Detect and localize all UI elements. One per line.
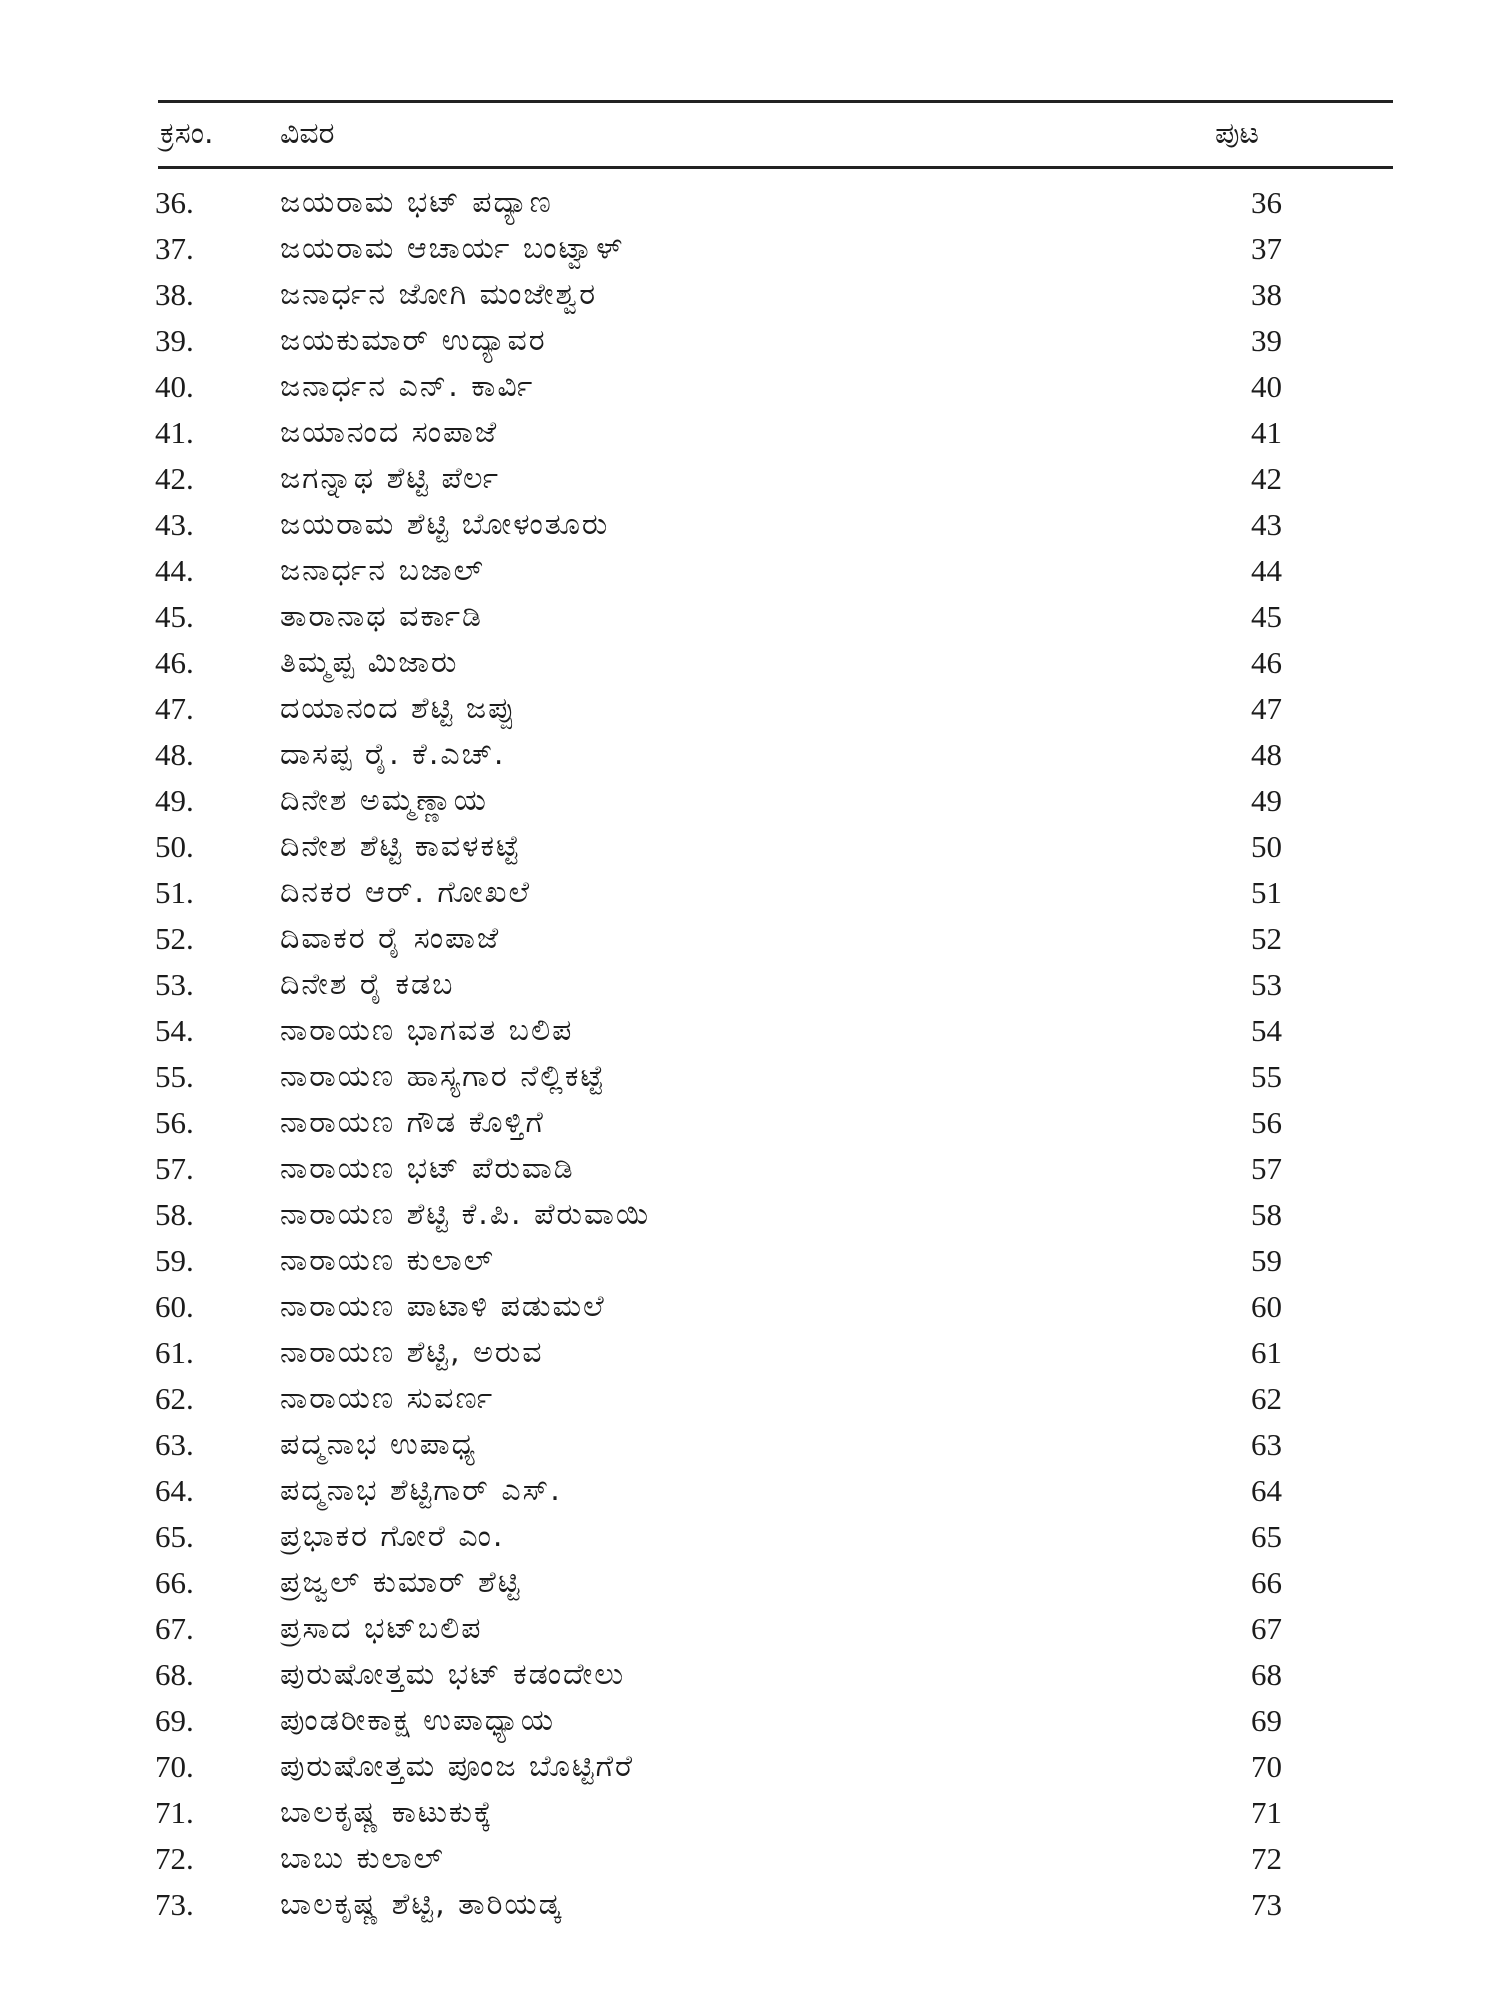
entry-number: 59.: [155, 1243, 194, 1278]
entry-number: 41.: [155, 415, 194, 450]
entry-number: 58.: [155, 1197, 194, 1232]
entry-number: 52.: [155, 921, 194, 956]
toc-row: [0, 272, 1500, 318]
header-number: ಕ್ರಸಂ.: [160, 116, 214, 151]
entry-page: 69: [1251, 1703, 1282, 1738]
entry-number: 51.: [155, 875, 194, 910]
entry-title: ಪದ್ಮನಾಭ ಉಪಾಧ್ಯ: [280, 1427, 478, 1462]
toc-row: [0, 870, 1500, 916]
entry-number: 38.: [155, 277, 194, 312]
entry-number: 50.: [155, 829, 194, 864]
entry-title: ಜನಾರ್ಧನ ಬಜಾಲ್: [280, 553, 485, 588]
entry-title: ಪದ್ಮನಾಭ ಶೆಟ್ಟಿಗಾರ್ ಎಸ್.: [280, 1473, 562, 1508]
entry-page: 58: [1251, 1197, 1282, 1232]
entry-title: ಜಯರಾಮ ಭಟ್ ಪದ್ಯಾಣ: [280, 185, 553, 220]
entry-page: 51: [1251, 875, 1282, 910]
entry-title: ನಾರಾಯಣ ಹಾಸ್ಯಗಾರ ನೆಲ್ಲಿಕಟ್ಟೆ: [280, 1059, 606, 1094]
toc-row: [0, 1560, 1500, 1606]
entry-title: ನಾರಾಯಣ ಭಟ್ ಪೆರುವಾಡಿ: [280, 1151, 575, 1186]
entry-page: 42: [1251, 461, 1282, 496]
entry-title: ದಿನೇಶ ಅಮ್ಮಣ್ಣಾಯ: [280, 783, 488, 818]
toc-row: [0, 1882, 1500, 1928]
entry-number: 61.: [155, 1335, 194, 1370]
toc-row: [0, 1146, 1500, 1192]
entry-number: 54.: [155, 1013, 194, 1048]
entry-title: ಜನಾರ್ಧನ ಜೋಗಿ ಮಂಜೇಶ್ವರ: [280, 277, 598, 312]
toc-row: [0, 640, 1500, 686]
entry-title: ನಾರಾಯಣ ಸುವರ್ಣ: [280, 1381, 495, 1416]
entry-number: 67.: [155, 1611, 194, 1646]
entry-page: 62: [1251, 1381, 1282, 1416]
entry-page: 56: [1251, 1105, 1282, 1140]
entry-number: 68.: [155, 1657, 194, 1692]
toc-row: [0, 1100, 1500, 1146]
entry-title: ತಿಮ್ಮಪ್ಪ ಮಿಜಾರು: [280, 645, 459, 680]
table-header: [0, 106, 1500, 162]
entry-title: ಜನಾರ್ಧನ ಎನ್. ಕಾರ್ವಿ: [280, 369, 535, 404]
entry-page: 47: [1251, 691, 1282, 726]
toc-row: [0, 1284, 1500, 1330]
entry-number: 73.: [155, 1887, 194, 1922]
entry-title: ನಾರಾಯಣ ಶೆಟ್ಟಿ ಕೆ.ಪಿ. ಪೆರುವಾಯಿ: [280, 1197, 651, 1232]
toc-row: [0, 686, 1500, 732]
entry-page: 39: [1251, 323, 1282, 358]
entry-number: 66.: [155, 1565, 194, 1600]
entry-title: ಜಯರಾಮ ಆಚಾರ್ಯ ಬಂಟ್ವಾಳ್: [280, 231, 625, 266]
entry-page: 37: [1251, 231, 1282, 266]
toc-row: [0, 1468, 1500, 1514]
entry-title: ಪ್ರಭಾಕರ ಗೋರೆ ಎಂ.: [280, 1519, 505, 1554]
entry-page: 70: [1251, 1749, 1282, 1784]
entry-title: ನಾರಾಯಣ ಶೆಟ್ಟಿ, ಅರುವ: [280, 1335, 544, 1370]
entry-page: 38: [1251, 277, 1282, 312]
toc-row: [0, 1836, 1500, 1882]
entry-number: 57.: [155, 1151, 194, 1186]
entry-number: 48.: [155, 737, 194, 772]
entry-number: 70.: [155, 1749, 194, 1784]
toc-row: [0, 824, 1500, 870]
entry-number: 37.: [155, 231, 194, 266]
toc-row: [0, 548, 1500, 594]
entry-number: 60.: [155, 1289, 194, 1324]
entry-title: ದಯಾನಂದ ಶೆಟ್ಟಿ ಜಪ್ಪು: [280, 691, 517, 726]
entry-page: 66: [1251, 1565, 1282, 1600]
entry-title: ಜಗನ್ನಾಥ ಶೆಟ್ಟಿ ಪೆರ್ಲ: [280, 461, 501, 496]
toc-row: [0, 962, 1500, 1008]
toc-row: [0, 226, 1500, 272]
toc-row: [0, 1606, 1500, 1652]
entry-page: 72: [1251, 1841, 1282, 1876]
toc-row: [0, 410, 1500, 456]
header-description: ವಿವರ: [280, 116, 335, 151]
entry-number: 56.: [155, 1105, 194, 1140]
entry-title: ತಾರಾನಾಥ ವರ್ಕಾಡಿ: [280, 599, 483, 634]
entry-number: 46.: [155, 645, 194, 680]
entry-page: 53: [1251, 967, 1282, 1002]
entry-number: 69.: [155, 1703, 194, 1738]
toc-row: [0, 502, 1500, 548]
toc-row: [0, 778, 1500, 824]
entry-page: 65: [1251, 1519, 1282, 1554]
entry-page: 45: [1251, 599, 1282, 634]
entry-title: ದಾಸಪ್ಪ ರೈ. ಕೆ.ಎಚ್.: [280, 737, 506, 772]
entry-title: ದಿನಕರ ಆರ್. ಗೋಖಲೆ: [280, 875, 532, 910]
entry-title: ಪ್ರಸಾದ ಭಟ್‌ಬಲಿಪ: [280, 1611, 483, 1646]
entry-page: 50: [1251, 829, 1282, 864]
entry-title: ಪುರುಷೋತ್ತಮ ಪೂಂಜ ಬೊಟ್ಟಿಗೆರೆ: [280, 1749, 635, 1784]
entry-title: ಜಯಕುಮಾರ್ ಉದ್ಯಾವರ: [280, 323, 547, 358]
toc-row: [0, 364, 1500, 410]
entry-title: ದಿನೇಶ ಶೆಟ್ಟಿ ಕಾವಳಕಟ್ಟೆ: [280, 829, 521, 864]
entry-page: 73: [1251, 1887, 1282, 1922]
entry-title: ನಾರಾಯಣ ಗೌಡ ಕೊಳ್ತಿಗೆ: [280, 1105, 545, 1140]
toc-row: [0, 1790, 1500, 1836]
entry-number: 53.: [155, 967, 194, 1002]
toc-row: [0, 1054, 1500, 1100]
entry-number: 63.: [155, 1427, 194, 1462]
toc-row: [0, 916, 1500, 962]
toc-row: [0, 732, 1500, 778]
header-rule: [158, 166, 1393, 169]
entry-page: 46: [1251, 645, 1282, 680]
header-page: ಪುಟ: [1215, 116, 1260, 151]
toc-row: [0, 1744, 1500, 1790]
entry-title: ಪ್ರಜ್ವಲ್ ಕುಮಾರ್ ಶೆಟ್ಟಿ: [280, 1565, 522, 1600]
entry-page: 67: [1251, 1611, 1282, 1646]
entry-page: 57: [1251, 1151, 1282, 1186]
entry-title: ಜಯರಾಮ ಶೆಟ್ಟಿ ಬೋಳಂತೂರು: [280, 507, 610, 542]
entry-title: ಬಾಲಕೃಷ್ಣ ಶೆಟ್ಟಿ, ತಾರಿಯಡ್ಕ: [280, 1887, 563, 1922]
toc-row: [0, 1652, 1500, 1698]
toc-row: [0, 1008, 1500, 1054]
entry-number: 62.: [155, 1381, 194, 1416]
toc-list: [0, 180, 1500, 1928]
entry-page: 64: [1251, 1473, 1282, 1508]
entry-number: 72.: [155, 1841, 194, 1876]
entry-number: 36.: [155, 185, 194, 220]
entry-title: ಬಾಬು ಕುಲಾಲ್: [280, 1841, 445, 1876]
toc-row: [0, 1192, 1500, 1238]
toc-row: [0, 1330, 1500, 1376]
entry-number: 64.: [155, 1473, 194, 1508]
entry-page: 54: [1251, 1013, 1282, 1048]
toc-row: [0, 318, 1500, 364]
entry-page: 71: [1251, 1795, 1282, 1830]
entry-title: ನಾರಾಯಣ ಭಾಗವತ ಬಲಿಪ: [280, 1013, 574, 1048]
toc-row: [0, 1698, 1500, 1744]
entry-page: 61: [1251, 1335, 1282, 1370]
entry-number: 45.: [155, 599, 194, 634]
entry-page: 63: [1251, 1427, 1282, 1462]
toc-row: [0, 594, 1500, 640]
entry-page: 49: [1251, 783, 1282, 818]
entry-number: 55.: [155, 1059, 194, 1094]
entry-page: 60: [1251, 1289, 1282, 1324]
entry-title: ನಾರಾಯಣ ಕುಲಾಲ್: [280, 1243, 495, 1278]
entry-page: 43: [1251, 507, 1282, 542]
top-rule: [158, 100, 1393, 103]
entry-number: 40.: [155, 369, 194, 404]
entry-number: 39.: [155, 323, 194, 358]
entry-page: 36: [1251, 185, 1282, 220]
toc-row: [0, 180, 1500, 226]
entry-number: 49.: [155, 783, 194, 818]
toc-row: [0, 1514, 1500, 1560]
entry-number: 71.: [155, 1795, 194, 1830]
entry-number: 47.: [155, 691, 194, 726]
entry-page: 40: [1251, 369, 1282, 404]
entry-title: ಜಯಾನಂದ ಸಂಪಾಜೆ: [280, 415, 499, 450]
entry-title: ಪುರುಷೋತ್ತಮ ಭಟ್ ಕಡಂದೇಲು: [280, 1657, 626, 1692]
entry-page: 44: [1251, 553, 1282, 588]
toc-row: [0, 1376, 1500, 1422]
entry-page: 59: [1251, 1243, 1282, 1278]
entry-title: ಪುಂಡರೀಕಾಕ್ಷ ಉಪಾಧ್ಯಾಯ: [280, 1703, 556, 1738]
entry-title: ದಿವಾಕರ ರೈ ಸಂಪಾಜೆ: [280, 921, 501, 956]
entry-number: 43.: [155, 507, 194, 542]
entry-page: 68: [1251, 1657, 1282, 1692]
entry-page: 48: [1251, 737, 1282, 772]
entry-number: 42.: [155, 461, 194, 496]
entry-title: ಬಾಲಕೃಷ್ಣ ಕಾಟುಕುಕ್ಕೆ: [280, 1795, 494, 1830]
entry-number: 44.: [155, 553, 194, 588]
entry-page: 41: [1251, 415, 1282, 450]
entry-page: 55: [1251, 1059, 1282, 1094]
toc-row: [0, 456, 1500, 502]
entry-title: ದಿನೇಶ ರೈ ಕಡಬ: [280, 967, 455, 1002]
entry-number: 65.: [155, 1519, 194, 1554]
toc-row: [0, 1422, 1500, 1468]
entry-page: 52: [1251, 921, 1282, 956]
entry-title: ನಾರಾಯಣ ಪಾಟಾಳಿ ಪಡುಮಲೆ: [280, 1289, 606, 1324]
toc-row: [0, 1238, 1500, 1284]
